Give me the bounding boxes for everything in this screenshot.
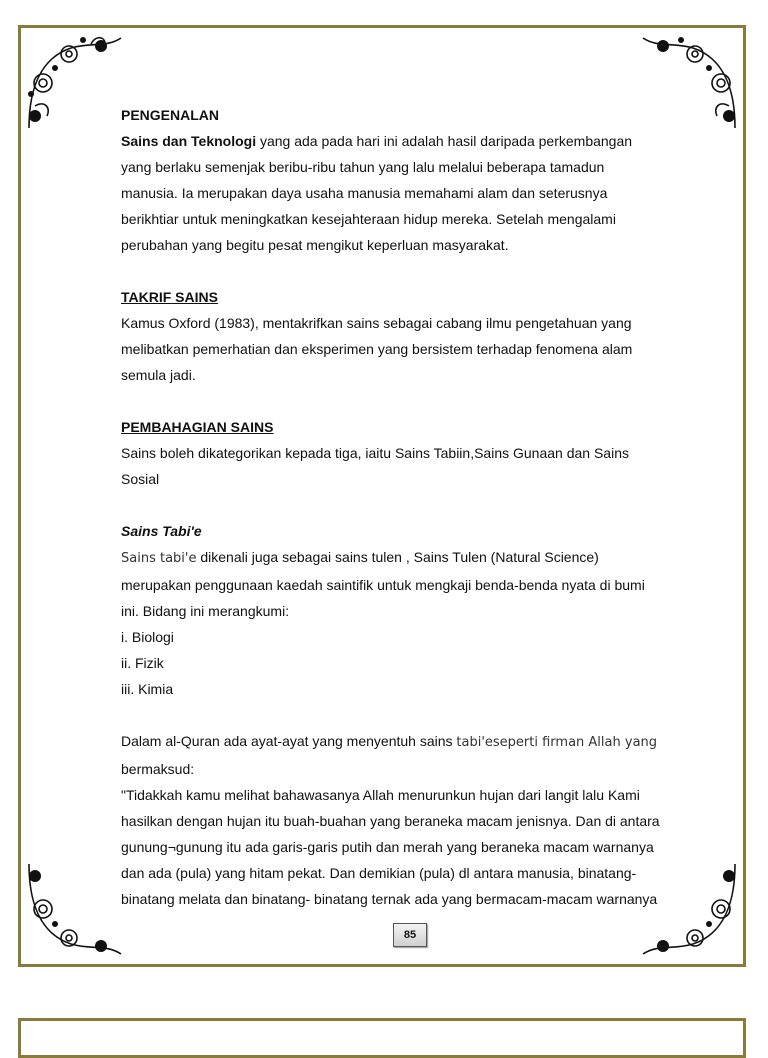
paragraph-line: merupakan penggunaan kaedah saintifik untuk mengkaji benda-benda nyata di bumi <box>121 577 645 593</box>
paragraph-line: Kamus Oxford (1983), mentakrifkan sains sebagai cabang ilmu pengetahuan yang <box>121 315 632 331</box>
paragraph-line: semula jadi. <box>121 367 196 383</box>
page-body <box>121 102 711 912</box>
text-run: dikenali juga sebagai sains tulen , Sains Tulen (Natural Science) <box>196 549 599 565</box>
paragraph-line: gunung¬gunung itu ada garis-garis putih dan merah yang beraneka macam warnanya <box>121 839 654 855</box>
paragraph-line: yang berlaku semenjak beribu-ribu tahun yang lalu melalui beberapa tamadun <box>121 159 605 175</box>
paragraph-line: dan ada (pula) yang hitam pekat. Dan demikian (pula) dl antara manusia, binatang- <box>121 865 637 881</box>
text-run: yang ada pada hari ini adalah hasil daripada perkembangan <box>256 133 633 149</box>
paragraph-line: ini. Bidang ini merangkumi: <box>121 603 290 619</box>
bold-term: Sains dan Teknologi <box>121 133 257 149</box>
paragraph-line <box>121 128 711 154</box>
subsection-heading: Sains Tabi'e <box>121 523 202 539</box>
next-page-edge <box>18 1018 746 1058</box>
document-page <box>18 25 746 967</box>
floral-ornament-icon <box>21 28 131 138</box>
paragraph-line: hasilkan dengan hujan itu buah-buahan yang beraneka macam jenisnya. Dan di antara <box>121 813 660 829</box>
paragraph-line: Sosial <box>121 471 160 487</box>
paragraph-line: bermaksud: <box>121 761 195 777</box>
section-heading: TAKRIF SAINS <box>121 289 218 305</box>
text-run: tabi'eseperti firman Allah yang <box>456 735 658 750</box>
list-item: i. Biologi <box>121 629 174 645</box>
paragraph-line: berikhtiar untuk meningkatkan kesejahteraan hidup mereka. Setelah mengalami <box>121 211 616 227</box>
floral-ornament-icon <box>21 854 131 964</box>
text-run: Dalam al-Quran ada ayat-ayat yang menyentuh sains <box>121 733 457 749</box>
page-number: 85 <box>393 923 427 947</box>
section-heading: PEMBAHAGIAN SAINS <box>121 419 274 435</box>
paragraph-line: manusia. Ia merupakan daya usaha manusia memahami alam dan seterusnya <box>121 185 608 201</box>
list-item: ii. Fizik <box>121 655 164 671</box>
paragraph-line <box>121 728 711 756</box>
text-run: Sains tabi'e <box>121 551 197 566</box>
section-heading: PENGENALAN <box>121 107 220 123</box>
paragraph-line: melibatkan pemerhatian dan eksperimen yang bersistem terhadap fenomena alam <box>121 341 633 357</box>
paragraph-line <box>121 544 711 572</box>
list-item: iii. Kimia <box>121 681 174 697</box>
paragraph-line: "Tidakkah kamu melihat bahawasanya Allah menurunkun hujan dari langit lalu Kami <box>121 787 640 803</box>
paragraph-line: binatang melata dan binatang- binatang ternak ada yang bermacam-macam warnanya <box>121 891 658 907</box>
paragraph-line: Sains boleh dikategorikan kepada tiga, iaitu Sains Tabiin,Sains Gunaan dan Sains <box>121 445 629 461</box>
paragraph-line: perubahan yang begitu pesat mengikut keperluan masyarakat. <box>121 237 509 253</box>
